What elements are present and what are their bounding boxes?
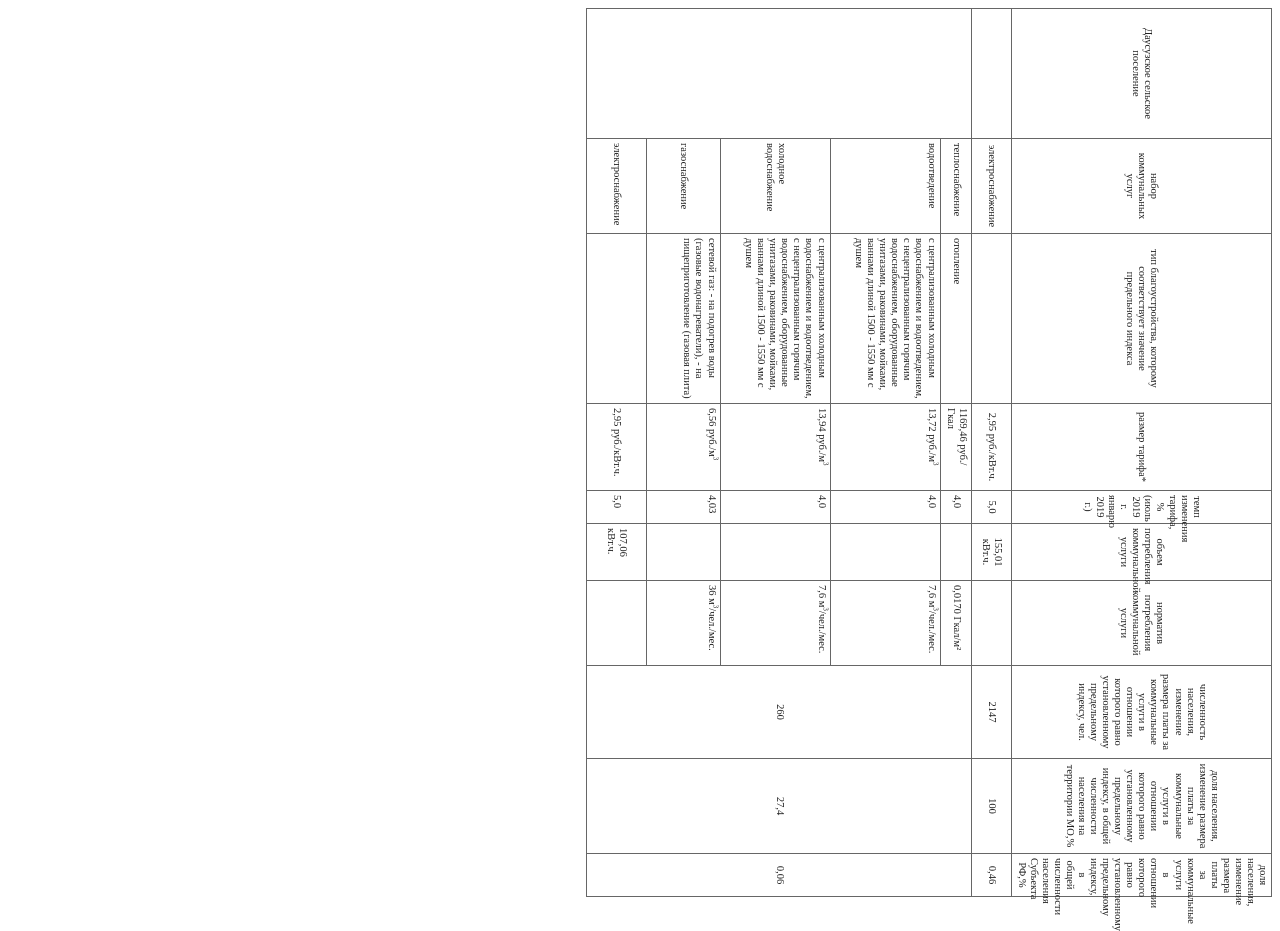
- growth-gas: 4,03: [646, 491, 720, 524]
- norm-heat: 0,0170 Гкал/м²: [940, 581, 971, 666]
- header-tariff: размер тарифа*: [1011, 404, 1271, 491]
- heat-row: [940, 9, 971, 897]
- norm-drain-sup: 3: [931, 607, 940, 611]
- norm-cold-value: 7,6 м: [815, 585, 827, 608]
- type-heat: отопление: [940, 234, 971, 404]
- norm-cold-tail: /чел./мес.: [815, 610, 827, 654]
- norm-cold-water: [720, 581, 830, 666]
- tariff-table: [586, 8, 1272, 931]
- growth-electricity: 5,0: [586, 491, 646, 524]
- norm-drain-value: 7,6 м: [925, 585, 937, 608]
- rotated-page: [605, 0, 1280, 931]
- growth-cold-water: 4,0: [720, 491, 830, 524]
- type-drain: с централизованным холодным водоснабжением и водоотведением, с нецентрализованным горячим водоснабжением, оборудованные унитазами, раковинами, мойками, ваннами длиной 1500 - 1550 мм с душем: [830, 234, 940, 404]
- growth-heat: 4,0: [940, 491, 971, 524]
- header-volume: объем потребления коммунальной услуги: [1011, 524, 1271, 581]
- norm-blank: [971, 581, 1011, 666]
- volume-drain-blank: [830, 524, 940, 581]
- volume-gas-blank: [646, 524, 720, 581]
- tariff-cold-sup: 3: [821, 462, 830, 466]
- tariff-electricity: 2,95 руб./кВт.ч.: [586, 404, 646, 491]
- tariff-heat: 1169,46 руб./Гкал: [940, 404, 971, 491]
- service-drain: водоотведение: [830, 139, 940, 234]
- norm-drain: [830, 581, 940, 666]
- tariff-gas-sup: 3: [711, 456, 720, 461]
- type-electricity-blank: [586, 234, 646, 404]
- population-group: 260: [586, 666, 971, 759]
- norm-gas-value: 36 м: [705, 585, 717, 605]
- norm-drain-tail: /чел./мес.: [925, 610, 937, 654]
- tariff-gas-value: 6,56 руб./м: [705, 408, 717, 457]
- share-subject-group: 0,06: [586, 854, 971, 897]
- header-share-mo: доля населения, изменение размера платы за коммунальные услуги в отношении которого равно установленному предельному индексу, в общей численности населения на территории МО,%: [1011, 759, 1271, 854]
- header-row: [1011, 9, 1271, 897]
- share-mo-total: 100: [971, 759, 1011, 854]
- type-cold-water: с централизованным холодным водоснабжением и водоотведением, с нецентрализованным горячим водоснабжением, оборудованные унитазами, раковинами, мойками, ваннами длиной 1500 - 1550 мм с душем: [720, 234, 830, 404]
- norm-gas-tail: /чел./мес.: [705, 608, 717, 651]
- volume-electricity: 107,06 кВт.ч.: [586, 524, 646, 581]
- share-mo-group: 27,4: [586, 759, 971, 854]
- tariff-gas: [646, 404, 720, 491]
- header-growth: темп изменения тарифа, % (июль 2019 г. январю 2019 г.): [1011, 491, 1271, 524]
- tariff-cold-value: 13,94 руб./м: [815, 408, 827, 463]
- settlement-group-cell: [586, 9, 971, 139]
- header-share-subject: доля населения, изменение размера платы за коммунальные услуги в отношении которого равно установленному предельному индексу, в общей численности населения Субъекта РФ,%: [1011, 854, 1271, 897]
- tariff-cold-water: [720, 404, 830, 491]
- service-electricity-header: электроснабжение: [971, 139, 1011, 234]
- norm-cold-sup: 3: [821, 607, 830, 611]
- header-comfort-type: тип благоустройства, которому соответствует значение предельного индекса: [1011, 234, 1271, 404]
- norm-gas: [646, 581, 720, 666]
- header-population: численность населения, изменение размера платы за коммунальные услуги в отношении которого равно установленному предельному индексу, чел.: [1011, 666, 1271, 759]
- population-total: 2147: [971, 666, 1011, 759]
- service-cold-water: холодное водоснабжение: [720, 139, 830, 234]
- type-blank: [971, 234, 1011, 404]
- volume-heat-blank: [940, 524, 971, 581]
- header-services: набор коммунальных услуг: [1011, 139, 1271, 234]
- share-subject-total: 0,46: [971, 854, 1011, 897]
- tariff-electricity-header: 2,95 руб./кВт.ч.: [971, 404, 1011, 491]
- volume-electricity-header: 155,01 кВт.ч.: [971, 524, 1011, 581]
- service-heat: теплоснабжение: [940, 139, 971, 234]
- tariff-drain-sup: 3: [931, 462, 940, 466]
- tariff-drain: [830, 404, 940, 491]
- service-gas: газоснабжение: [646, 139, 720, 234]
- type-gas: сетевой газ: - на подогрев воды (газовые водонагреватели), - на пищеприготовление (газовая плита): [646, 234, 720, 404]
- tariff-drain-value: 13,72 руб./м: [925, 408, 937, 463]
- norm-electricity-blank: [586, 581, 646, 666]
- electricity-header-row: [971, 9, 1011, 897]
- header-norm: норматив потребления коммунальной услуги: [1011, 581, 1271, 666]
- volume-cold-blank: [720, 524, 830, 581]
- growth-electricity-header: 5,0: [971, 491, 1011, 524]
- growth-drain: 4,0: [830, 491, 940, 524]
- norm-gas-sup: 3: [711, 604, 720, 609]
- settlement-blank: [971, 9, 1011, 139]
- service-electricity: электроснабжение: [586, 139, 646, 234]
- header-settlement: Даусузское сельское поселение: [1011, 9, 1271, 139]
